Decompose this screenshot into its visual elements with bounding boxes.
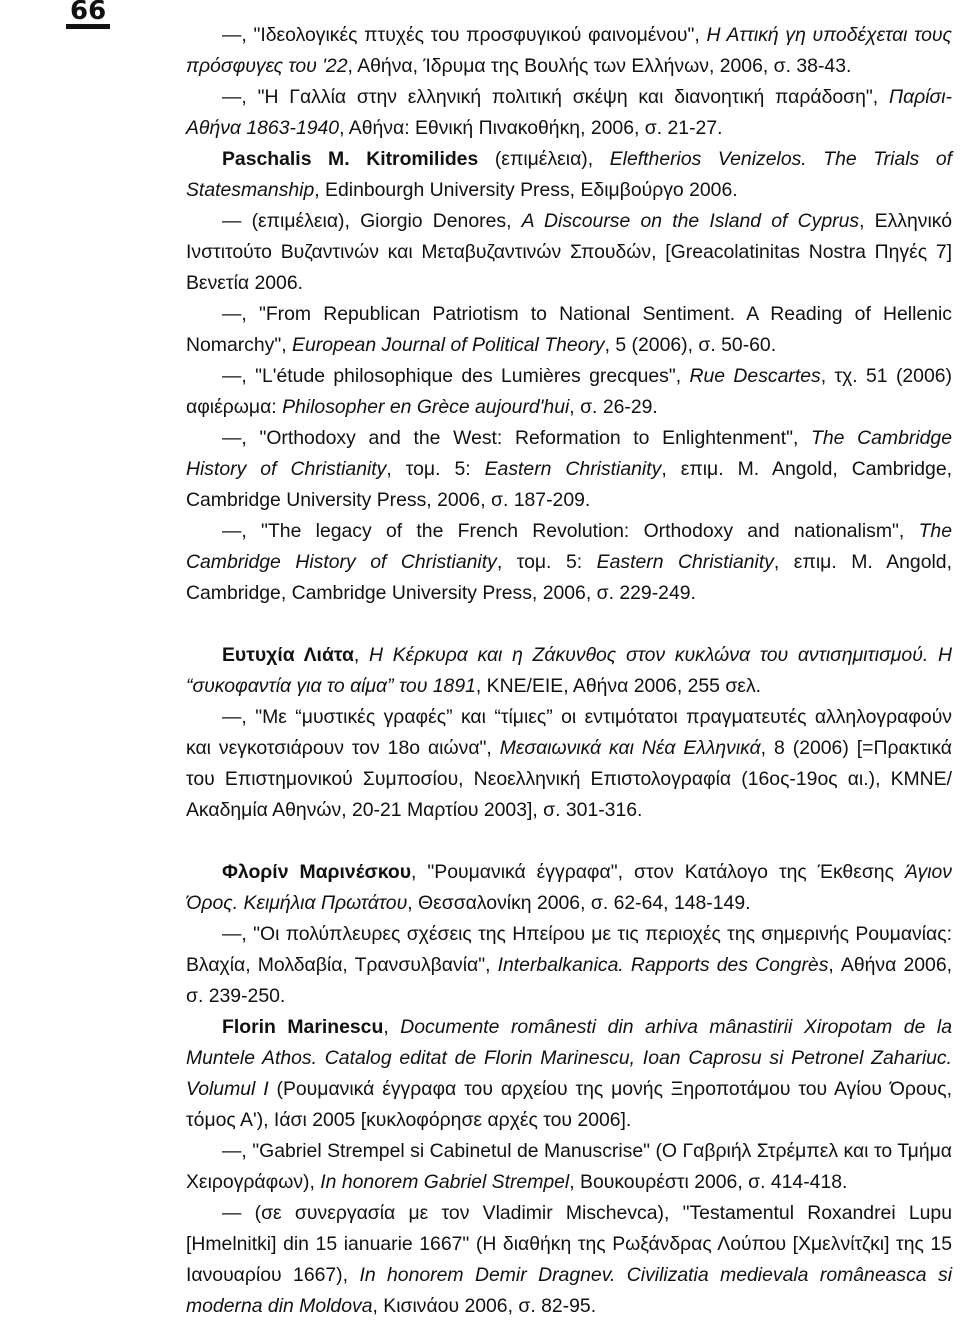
bibliography-entry xyxy=(186,82,952,144)
work-title: Άγιον Όρος. Κειμήλια Πρωτάτου xyxy=(186,861,953,914)
entry-text: — (επιμέλεια), Giorgio Denores, xyxy=(222,210,522,232)
entry-text: —, "Orthodoxy and the West: Reformation to Enlightenment", xyxy=(222,427,812,449)
entry-text: , επιμ. M. Angold, Cambridge, Cambridge University Press, 2006, σ. 187-209. xyxy=(186,458,952,511)
bibliography-entry xyxy=(186,1136,952,1198)
bibliography-entry xyxy=(186,206,952,299)
work-title: Rue Descartes xyxy=(689,365,821,387)
bibliography-entry xyxy=(186,919,952,1012)
entry-text: —, "Με “μυστικές γραφές” και “τίμιες” οι εντιμότατοι πραγματευτές αλληλογραφούν και νεγκοτσιάρουν τον 18ο αιώνα", xyxy=(186,706,952,759)
entry-text: , σ. 26-29. xyxy=(569,396,658,418)
entry-text: —, "From Republican Patriotism to National Sentiment. A Reading of Hellenic Nomarchy", xyxy=(186,303,952,356)
entry-text: , 8 (2006) [=Πρακτικά του Επιστημονικού Συμποσίου, Νεοελληνική Επιστολογραφία (16ος-19ος αι.), ΚΜΝΕ/Ακαδημία Αθηνών, 20-21 Μαρτίου 2003], σ. 301-316. xyxy=(186,737,953,821)
author-name: Φλορίν Μαρινέσκου xyxy=(222,861,412,883)
author-name: Ευτυχία Λιάτα xyxy=(222,644,354,666)
bibliography-entry xyxy=(186,299,952,361)
entry-text: , xyxy=(383,1016,401,1038)
entry-text: , τομ. 5: xyxy=(386,458,485,480)
entry-text: —, "Ιδεολογικές πτυχές του προσφυγικού φαινομένου", xyxy=(222,24,707,46)
entry-text: , Βουκουρέστι 2006, σ. 414-418. xyxy=(569,1171,848,1193)
entry-text: , Αθήνα: Εθνική Πινακοθήκη, 2006, σ. 21-27. xyxy=(339,117,723,139)
entry-text: , Edinbourgh University Press, Εδιμβούργο 2006. xyxy=(314,179,738,201)
bibliography-entry xyxy=(186,640,952,702)
work-title: A Discourse on the Island of Cyprus xyxy=(521,210,860,232)
bibliography-list xyxy=(186,20,952,1322)
work-title: In honorem Gabriel Strempel xyxy=(320,1171,570,1193)
author-name: Florin Marinescu xyxy=(222,1016,384,1038)
work-title: European Journal of Political Theory xyxy=(292,334,605,356)
entry-text: , "Ρουμανικά έγγραφα", στον Κατάλογο της Έκθεσης xyxy=(411,861,905,883)
work-title: The Cambridge History of Christianity xyxy=(186,427,952,480)
work-title: Documente românesti din arhiva mânastirii Xiropotam de la Muntele Athos. Catalog editat de Florin Marinescu, Ioan Caprosu si Petronel Zahariuc. Volumul I xyxy=(186,1016,953,1100)
entry-text: (επιμέλεια), xyxy=(478,148,610,170)
entry-text: , Θεσσαλονίκη 2006, σ. 62-64, 148-149. xyxy=(407,892,751,914)
bibliography-entry xyxy=(186,1198,952,1322)
bibliography-entry xyxy=(186,702,952,826)
author-name: Paschalis M. Kitromilides xyxy=(222,148,479,170)
work-title: Η Αττική γη υποδέχεται τους πρόσφυγες του '22 xyxy=(186,24,952,77)
entry-text: —, "L'étude philosophique des Lumières grecques", xyxy=(222,365,690,387)
work-title: Η Κέρκυρα και η Ζάκυνθος στον κυκλώνα του αντισημιτισμού. Η “συκοφαντία για το αίμα” του 1891 xyxy=(186,644,952,697)
bibliography-entry xyxy=(186,857,952,919)
entry-text: , Ελληνικό Ινστιτούτο Βυζαντινών και Μεταβυζαντινών Σπουδών, [Greacolatinitas Nostra Πηγές 7] Βενετία 2006. xyxy=(186,210,952,294)
entry-text: —, "Gabriel Strempel si Cabinetul de Manuscrise" (Ο Γαβριήλ Στρέμπελ και το Τμήμα Χειρογράφων), xyxy=(186,1140,952,1193)
bibliography-entry xyxy=(186,20,952,82)
entry-text: —, "Η Γαλλία στην ελληνική πολιτική σκέψη και διανοητική παράδοση", xyxy=(222,86,890,108)
entry-text: , Κισινάου 2006, σ. 82-95. xyxy=(372,1295,597,1317)
work-title: Μεσαιωνικά και Νέα Ελληνικά xyxy=(499,737,761,759)
work-title: Interbalkanica. Rapports des Congrès xyxy=(497,954,829,976)
bibliography-entry xyxy=(186,144,952,206)
page-number: 66 xyxy=(66,0,110,29)
entry-text: , xyxy=(353,644,370,666)
entry-text: — (σε συνεργασία με τον Vladimir Mischevca), "Testamentul Roxandrei Lupu [Hmelnitki] din 15 ianuarie 1667" (Η διαθήκη της Ρωξάνδρας Λούπου [Χμελνίτζκι] της 15 Ιανουαρίου 1667), xyxy=(186,1202,952,1286)
bibliography-entry xyxy=(186,516,952,609)
entry-text: (Ρουμανικά έγγραφα του αρχείου της μονής Ξηροποτάμου του Αγίου Όρους, τόμος Α'), Ιάσι 2005 [κυκλοφόρησε αρχές του 2006]. xyxy=(186,1078,952,1131)
entry-text: —, "The legacy of the French Revolution: Orthodoxy and nationalism", xyxy=(222,520,919,542)
entry-text: , Αθήνα 2006, σ. 239-250. xyxy=(186,954,953,1007)
work-title: The Cambridge History of Christianity xyxy=(186,520,952,573)
entry-text: , 5 (2006), σ. 50-60. xyxy=(604,334,777,356)
entry-text: , τχ. 51 (2006) αφιέρωμα: xyxy=(186,365,952,418)
entry-text: , τομ. 5: xyxy=(496,551,597,573)
entry-text: , Αθήνα, Ίδρυμα της Βουλής των Ελλήνων, 2006, σ. 38-43. xyxy=(347,55,852,77)
work-title: Eastern Christianity xyxy=(596,551,774,573)
bibliography-entry xyxy=(186,1012,952,1136)
work-title: Eastern Christianity xyxy=(484,458,662,480)
entry-text: , επιμ. M. Angold, Cambridge, Cambridge University Press, 2006, σ. 229-249. xyxy=(186,551,952,604)
work-title: Eleftherios Venizelos. The Trials of Statesmanship xyxy=(186,148,952,201)
entry-text: , ΚΝΕ/ΕΙΕ, Αθήνα 2006, 255 σελ. xyxy=(475,675,762,697)
work-title: Philosopher en Grèce aujourd'hui xyxy=(282,396,570,418)
work-title: In honorem Demir Dragnev. Civilizatia medievala româneasca si moderna din Moldova xyxy=(186,1264,952,1317)
work-title: Παρίσι-Αθήνα 1863-1940 xyxy=(186,86,952,139)
bibliography-entry xyxy=(186,423,952,516)
entry-text: —, "Οι πολύπλευρες σχέσεις της Ηπείρου με τις περιοχές της σημερινής Ρουμανίας: Βλαχία, Μολδαβία, Τρανσυλβανία", xyxy=(186,923,952,976)
bibliography-entry xyxy=(186,361,952,423)
